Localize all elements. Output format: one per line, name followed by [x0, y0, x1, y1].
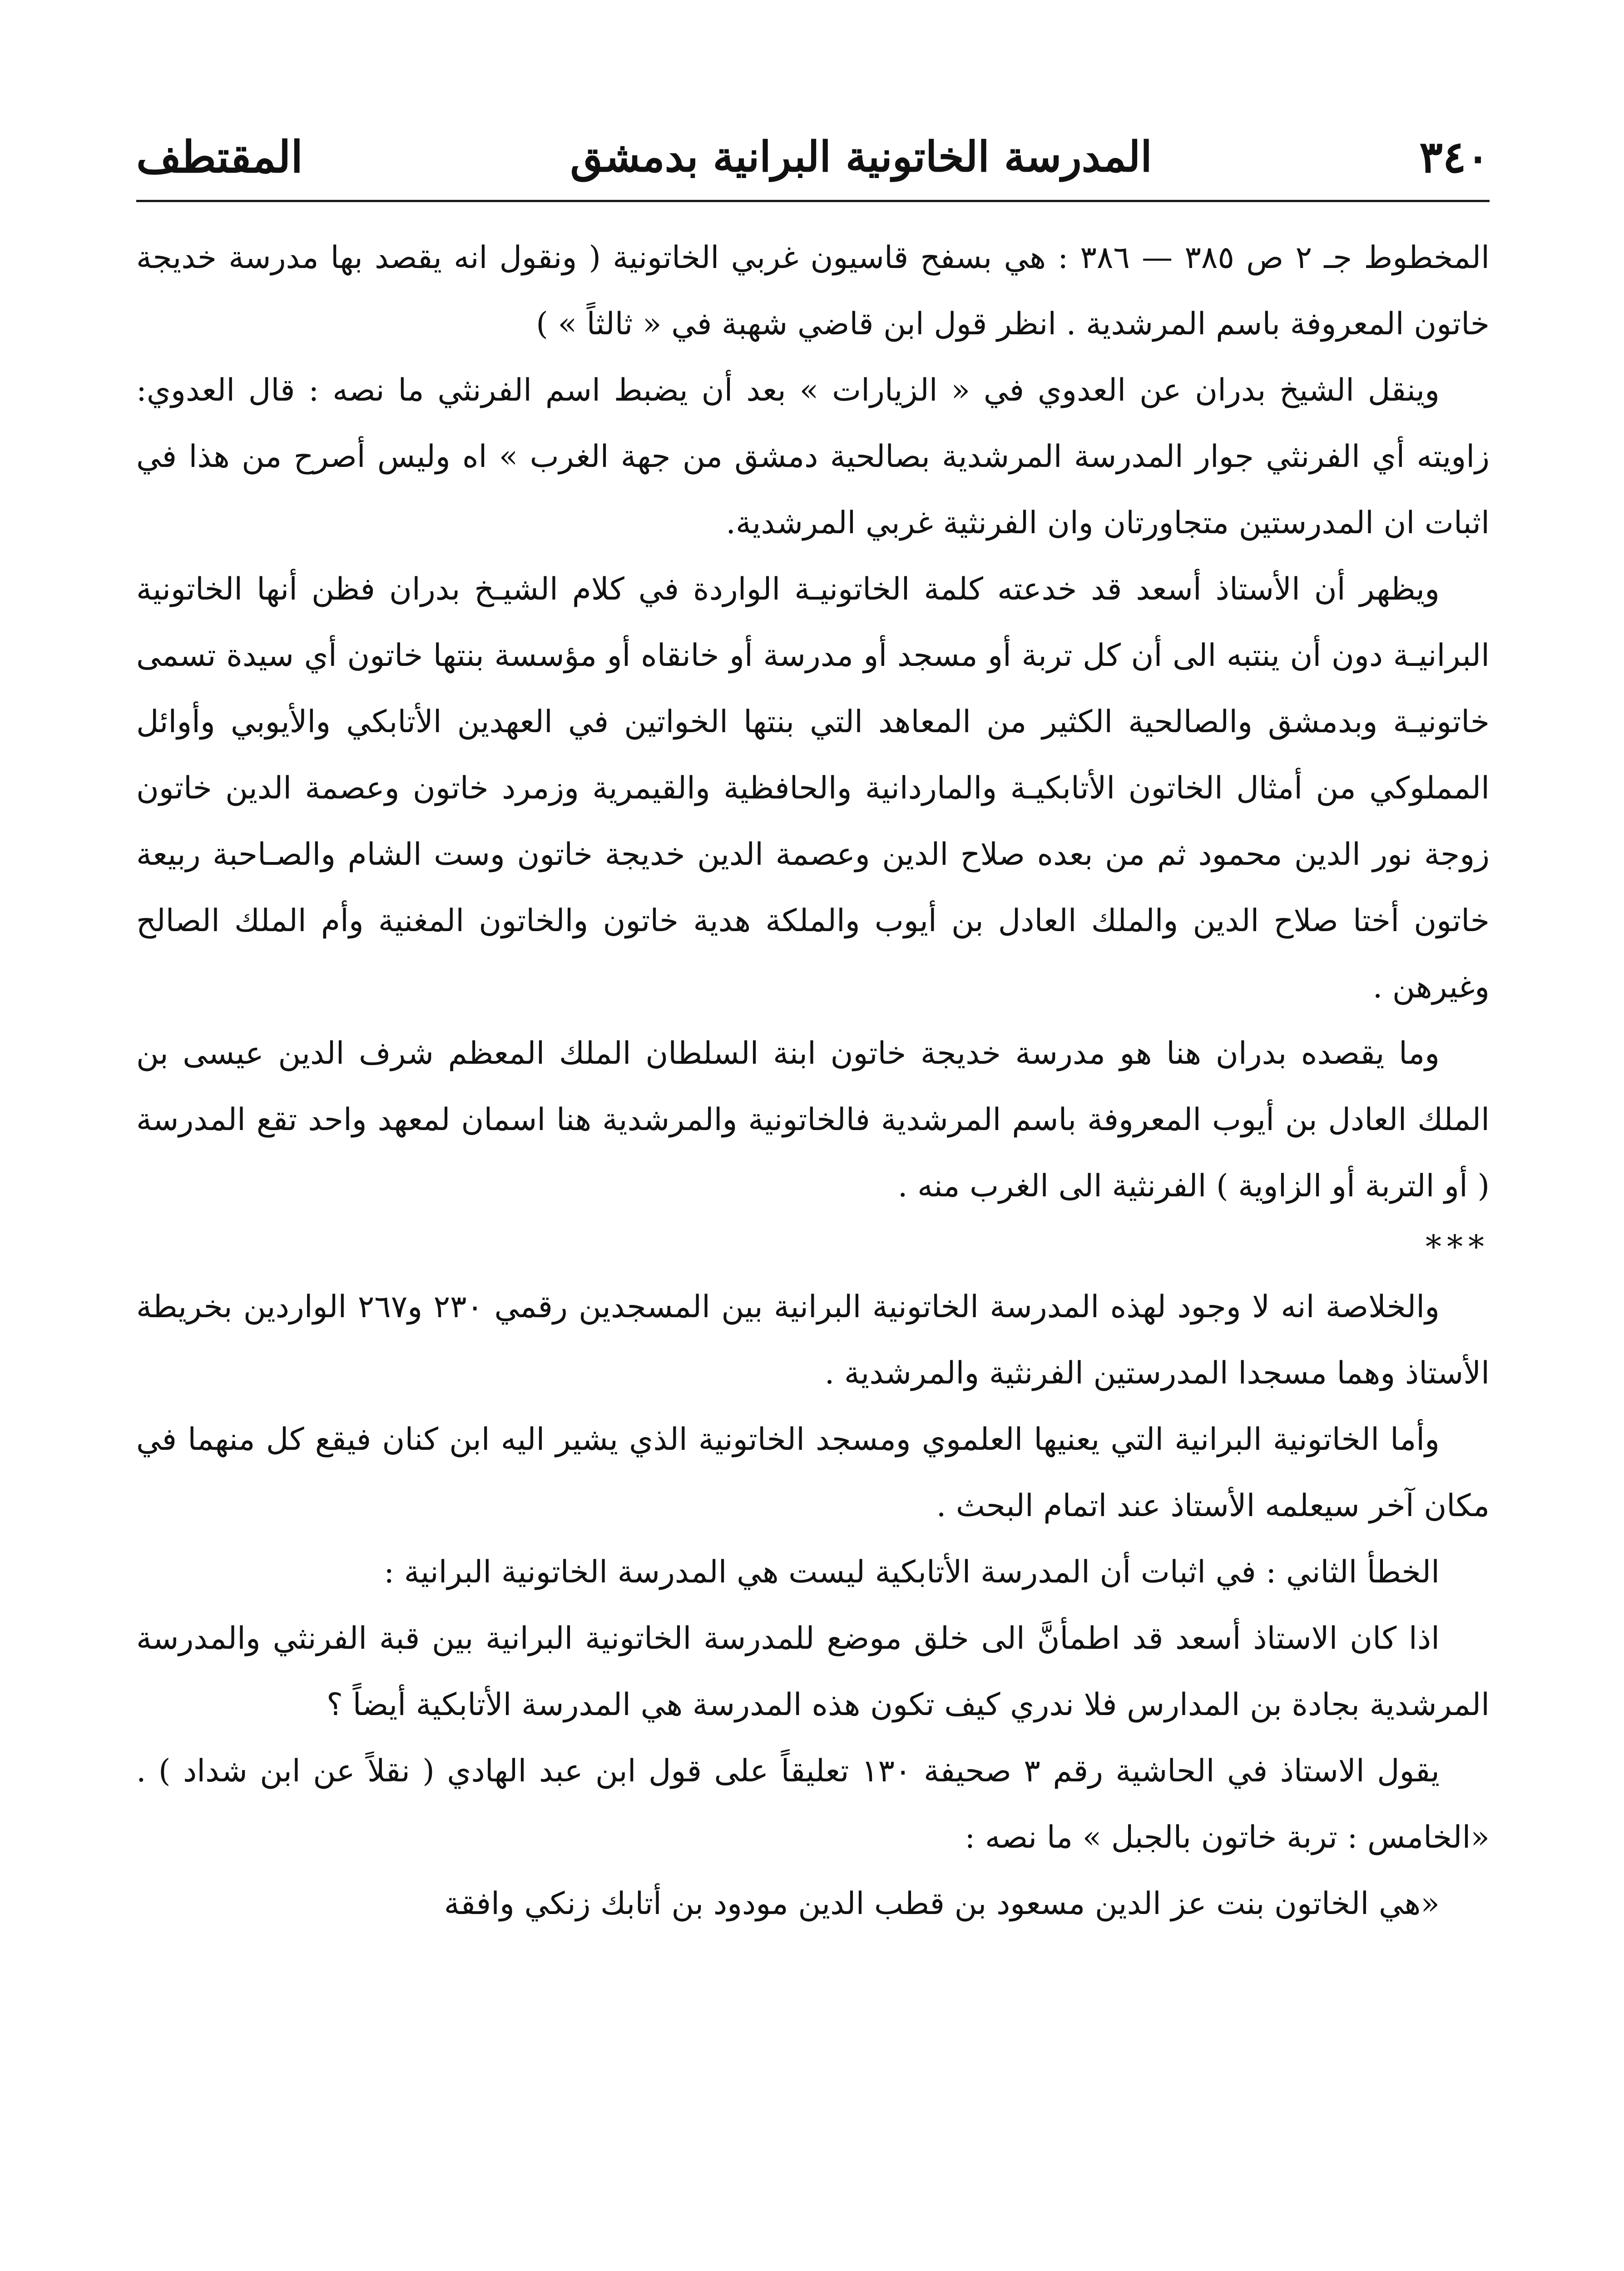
paragraph-10: «هي الخاتون بنت عز الدين مسعود بن قطب الدين مودود بن أتابك زنكي وافقة	[444, 1886, 1440, 1922]
header-rule	[136, 200, 1490, 202]
paragraph-9: يقول الاستاذ في الحاشية رقم ٣ صحيفة ١٣٠ تعليقاً على قول ابن عبد الهادي ( نقلاً عن ابن شداد ) . «الخامس : تربة خاتون بالجبل » ما نصه :	[136, 1753, 1490, 1855]
paragraph-6: وأما الخاتونية البرانية التي يعنيها العلموي ومسجد الخاتونية الذي يشير اليه ابن كنان فيقع كل منهما في مكان آخر سيعلمه الأستاذ عند اتمام البحث .	[136, 1422, 1490, 1524]
page-number: ٣٤٠	[1419, 131, 1490, 183]
running-head	[136, 114, 1490, 200]
paragraph-5: والخلاصة انه لا وجود لهذه المدرسة الخاتونية البرانية بين المسجدين رقمي ٢٣٠ و٢٦٧ الواردين بخريطة الأستاذ وهما مسجدا المدرستين الفرنثية والمرشدية .	[136, 1289, 1490, 1391]
paragraph-4: وما يقصده بدران هنا هو مدرسة خديجة خاتون ابنة السلطان الملك المعظم شرف الدين عيسى بن الملك العادل بن أيوب المعروفة باسم المرشدية فالخاتونية والمرشدية هنا اسمان لمعهد واحد تقع المدرسة ( أو التربة أو الزاوية ) الفرنثية الى الغرب منه .	[136, 1036, 1490, 1204]
paragraph-7: الخطأ الثاني : في اثبات أن المدرسة الأتابكية ليست هي المدرسة الخاتونية البرانية :	[384, 1554, 1440, 1590]
journal-title: المقتطف	[136, 131, 303, 183]
section-separator: ***	[1426, 1228, 1490, 1265]
paragraph-3: ويظهر أن الأستاذ أسعد قد خدعته كلمة الخاتونيـة الواردة في كلام الشيـخ بدران فظن أنها الخاتونية البرانيـة دون أن ينتبه الى أن كل تربة أو مسجد أو مدرسة أو خانقاه أو مؤسسة بنتها خاتون أي سيدة تسمى خاتونيـة وبدمشق والصالحية الكثير من المعاهد التي بنتها الخواتين في العهدين الأتابكي والأيوبي وأوائل المملوكي من أمثال الخاتون الأتابكيـة والماردانية والحافظية والقيمرية وزمرد خاتون وعصمة الدين خاتون زوجة نور الدين محمود ثم من بعده صلاح الدين وعصمة الدين خديجة خاتون وست الشام والصـاحبة ربيعة خاتون أختا صلاح الدين والملك العادل بن أيوب والملكة هدية خاتون والخاتون المغنية وأم الملك الصالح وغيرهن .	[136, 571, 1490, 1005]
section-title: المدرسة الخاتونية البرانية بدمشق	[570, 132, 1152, 181]
document-page	[136, 114, 1490, 2271]
body-text	[136, 225, 1490, 1937]
paragraph-1: المخطوط جـ ٢ ص ٣٨٥ — ٣٨٦ : هي بسفح قاسيون غربي الخاتونية ( ونقول انه يقصد بها مدرسة خديجة خاتون المعروفة باسم المرشدية . انظر قول ابن قاضي شهبة في « ثالثاً » )	[136, 240, 1490, 342]
paragraph-8: اذا كان الاستاذ أسعد قد اطمأنَّ الى خلق موضع للمدرسة الخاتونية البرانية بين قبة الفرنثي والمدرسة المرشدية بجادة بن المدارس فلا ندري كيف تكون هذه المدرسة هي المدرسة الأتابكية أيضاً ؟	[136, 1621, 1490, 1723]
paragraph-2: وينقل الشيخ بدران عن العدوي في « الزيارات » بعد أن يضبط اسم الفرنثي ما نصه : قال العدوي: زاويته أي الفرنثي جوار المدرسة المرشدية بصالحية دمشق من جهة الغرب » اه وليس أصرح من هذا في اثبات ان المدرستين متجاورتان وان الفرنثية غربي المرشدية.	[136, 372, 1490, 541]
